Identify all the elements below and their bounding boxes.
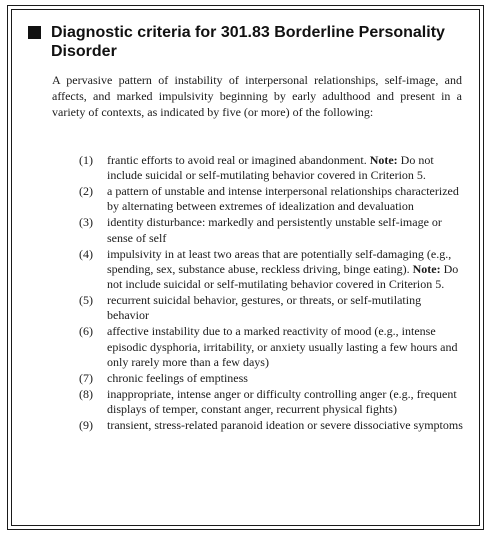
criterion-item [79, 324, 465, 370]
criterion-text-block [107, 371, 465, 386]
criterion-text-block [107, 247, 465, 293]
criterion-text: recurrent suicidal behavior, gestures, or threats, or self-mutilating behavior [107, 293, 422, 323]
criterion-text: impulsivity in at least two areas that are potentially self-damaging (e.g., spending, sex, substance abuse, reckless driving, binge eating). [107, 246, 452, 276]
criteria-list [79, 153, 465, 434]
criterion-number: (5) [79, 293, 93, 308]
criterion-number: (3) [79, 215, 93, 230]
criterion-number: (1) [79, 153, 93, 167]
criterion-text: frantic efforts to avoid real or imagined abandonment. [107, 153, 370, 167]
criterion-item [79, 387, 465, 418]
heading-bullet-square [28, 26, 41, 39]
criterion-number: (7) [79, 370, 93, 385]
criterion-text: chronic feelings of emptiness [107, 370, 248, 385]
criterion-text: a pattern of unstable and intense interpersonal relationships characterized by alternating between extremes of idealization and devaluation [107, 184, 459, 214]
criterion-item [79, 184, 465, 215]
criterion-number: (8) [79, 386, 93, 401]
criterion-number: (9) [79, 417, 93, 432]
criterion-item [79, 371, 465, 386]
criterion-text-block [107, 387, 465, 418]
intro-paragraph: A pervasive pattern of instability of interpersonal relationships, self-image, and affects, and marked impulsivity beginning by early adulthood and present in a variety of contexts, as indicated by five (or more) of the following: [52, 73, 462, 119]
criterion-number: (2) [79, 184, 93, 199]
criterion-text: transient, stress-related paranoid ideation or severe dissociative symptoms [107, 417, 463, 432]
criterion-note-label: Note: [369, 153, 398, 167]
criteria-heading [28, 23, 468, 61]
criterion-number: (4) [79, 246, 93, 261]
heading-text: Diagnostic criteria for 301.83 Borderline Personality Disorder [51, 24, 445, 60]
criterion-item [79, 293, 465, 324]
criterion-text-block [107, 293, 465, 324]
criterion-number: (6) [79, 324, 93, 339]
criterion-item [79, 247, 465, 293]
criterion-text-block [107, 153, 465, 184]
criterion-text: identity disturbance: markedly and persistently unstable self-image or sense of self [107, 215, 442, 245]
criterion-note-label: Note: [412, 261, 441, 276]
criterion-note: Do not include suicidal or self-mutilating behavior covered in Criterion 5. [107, 261, 459, 292]
criterion-text-block [107, 184, 465, 215]
criterion-text: affective instability due to a marked reactivity of mood (e.g., intense episodic dysphoria, irritability, or anxiety usually lasting a few hours and only rarely more than a few days) [107, 324, 458, 369]
criterion-item [79, 215, 465, 246]
criterion-note: Do not include suicidal or self-mutilating behavior covered in Criterion 5. [107, 153, 434, 183]
criterion-item [79, 153, 465, 184]
criterion-text: inappropriate, intense anger or difficulty controlling anger (e.g., frequent displays of temper, constant anger, recurrent physical fights) [107, 386, 457, 416]
criterion-text-block [107, 324, 465, 370]
criterion-text-block [107, 418, 465, 433]
criterion-text-block [107, 215, 465, 246]
criterion-item [79, 418, 465, 433]
